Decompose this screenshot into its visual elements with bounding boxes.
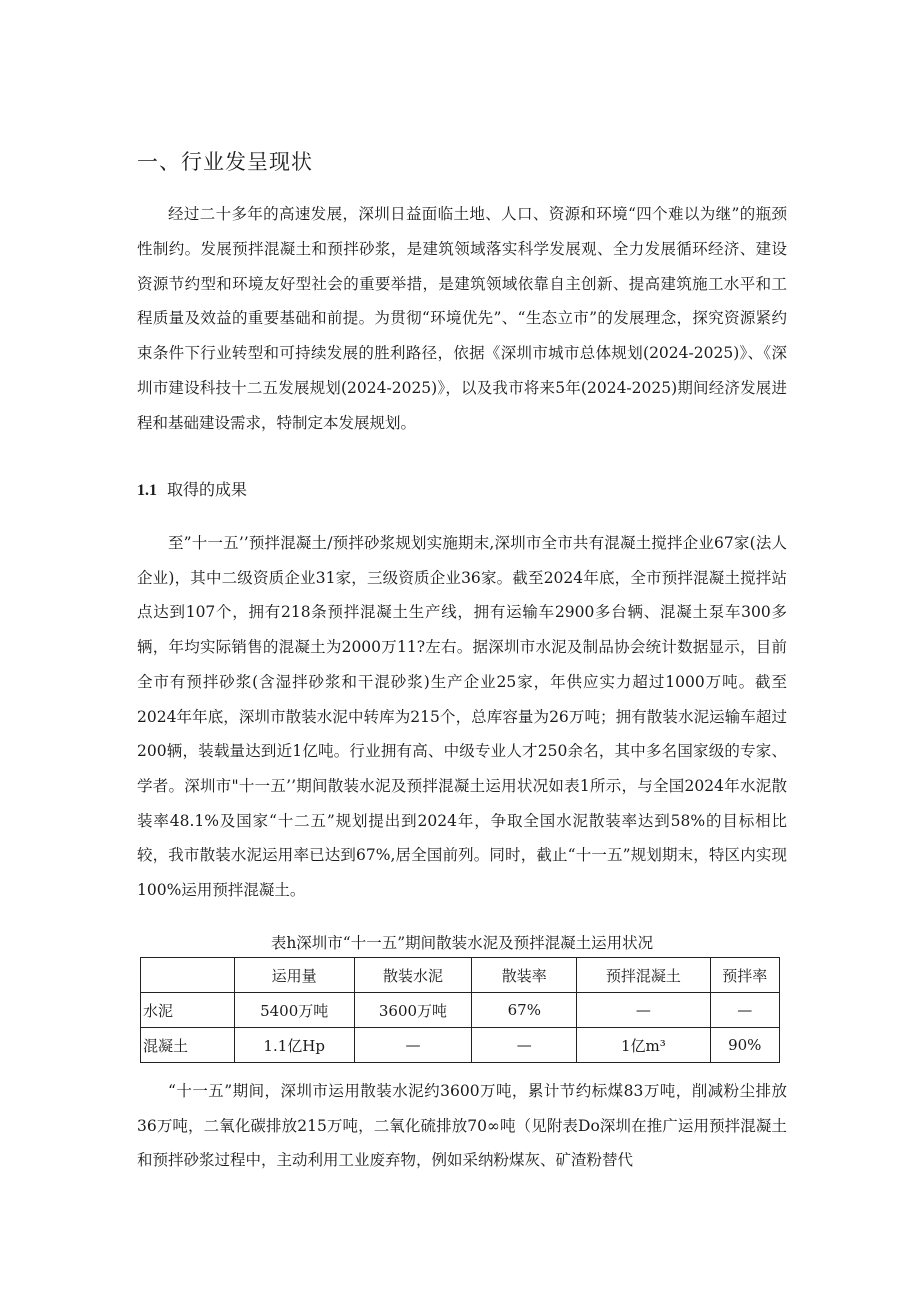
table-cell: 5400万吨 (234, 993, 354, 1028)
section-heading: 一、行业发呈现状 (137, 150, 313, 174)
achievements-paragraph: 至”十一五’’预拌混凝土/预拌砂浆规划实施期末,深圳市全市共有混凝土搅拌企业67家(法人企业)，其中二级资质企业31家，三级资质企业36家。截至2024年底，全市预拌混凝土搅拌站点达到107个，拥有218条预拌混凝土生产线，拥有运输车2900多台辆、混凝土泵车300多辆，年均实际销售的混凝土为2000万11?左右。据深圳市水泥及制品协会统计数据显示，目前全市有预拌砂浆(含湿拌砂浆和干混砂浆)生产企业25家，年供应实力超过1000万吨。截至2024年年底，深圳市散装水泥中转库为215个，总库容量为26万吨；拥有散装水泥运输车超过200辆，装载量达到近1亿吨。行业拥有高、中级专业人才250余名，其中多名国家级的专家、学者。深圳市"十一五’’期间散装水泥及预拌混凝土运用状况如表1所示，与全国2024年水泥散装率48.1%及国家“十二五”规划提出到2024年，争取全国水泥散装率达到58%的目标相比较，我市散装水泥运用率已达到67%,居全国前列。同时，截止“十一五”规划期末，特区内实现100%运用预拌混凝土。 (137, 534, 787, 900)
table-cell: — (577, 993, 710, 1028)
table-cell: 90% (710, 1028, 779, 1063)
table-header-cell: 散装水泥 (354, 958, 472, 993)
table-header-cell: 预拌混凝土 (577, 958, 710, 993)
table-header-cell: 运用量 (234, 958, 354, 993)
table-cell: — (472, 1028, 577, 1063)
usage-table (140, 957, 780, 1063)
table-cell: 3600万吨 (354, 993, 472, 1028)
table-header-row (141, 958, 780, 993)
subsection-heading (137, 477, 247, 500)
table-cell: — (710, 993, 779, 1028)
table-row-label: 水泥 (141, 993, 235, 1028)
table-caption: 表h深圳市“十一五”期间散装水泥及预拌混凝土运用状况 (270, 934, 654, 952)
subsection-number: 1.1 (137, 482, 157, 499)
table-row-label: 混凝土 (141, 1028, 235, 1063)
table-row (141, 1028, 780, 1063)
table-cell: 67% (472, 993, 577, 1028)
table-row (141, 993, 780, 1028)
table-cell: 1亿m³ (577, 1028, 710, 1063)
table-cell: — (354, 1028, 472, 1063)
eleventh-plan-paragraph: “十一五”期间，深圳市运用散装水泥约3600万吨，累计节约标煤83万吨，削减粉尘排放36万吨，二氧化碳排放215万吨，二氧化硫排放70∞吨（见附表Do深圳在推广运用预拌混凝土和预拌砂浆过程中，主动利用工业废弃物，例如采纳粉煤灰、矿渣粉替代 (137, 1082, 787, 1169)
table-header-cell (141, 958, 235, 993)
subsection-title: 取得的成果 (167, 480, 248, 499)
table-header-cell: 预拌率 (710, 958, 779, 993)
intro-paragraph: 经过二十多年的高速发展，深圳日益面临土地、人口、资源和环境“四个难以为继”的瓶颈性制约。发展预拌混凝土和预拌砂浆，是建筑领域落实科学发展观、全力发展循环经济、建设资源节约型和环境友好型社会的重要举措，是建筑领域依靠自主创新、提高建筑施工水平和工程质量及效益的重要基础和前提。为贯彻“环境优先”、“生态立市”的发展理念，探究资源紧约束条件下行业转型和可持续发展的胜利路径，依据《深圳市城市总体规划(2024-2025)》、《深圳市建设科技十二五发展规划(2024-2025)》，以及我市将来5年(2024-2025)期间经济发展进程和基础建设需求，特制定本发展规划。 (137, 205, 787, 432)
table-header-cell: 散装率 (472, 958, 577, 993)
table-cell: 1.1亿Hp (234, 1028, 354, 1063)
